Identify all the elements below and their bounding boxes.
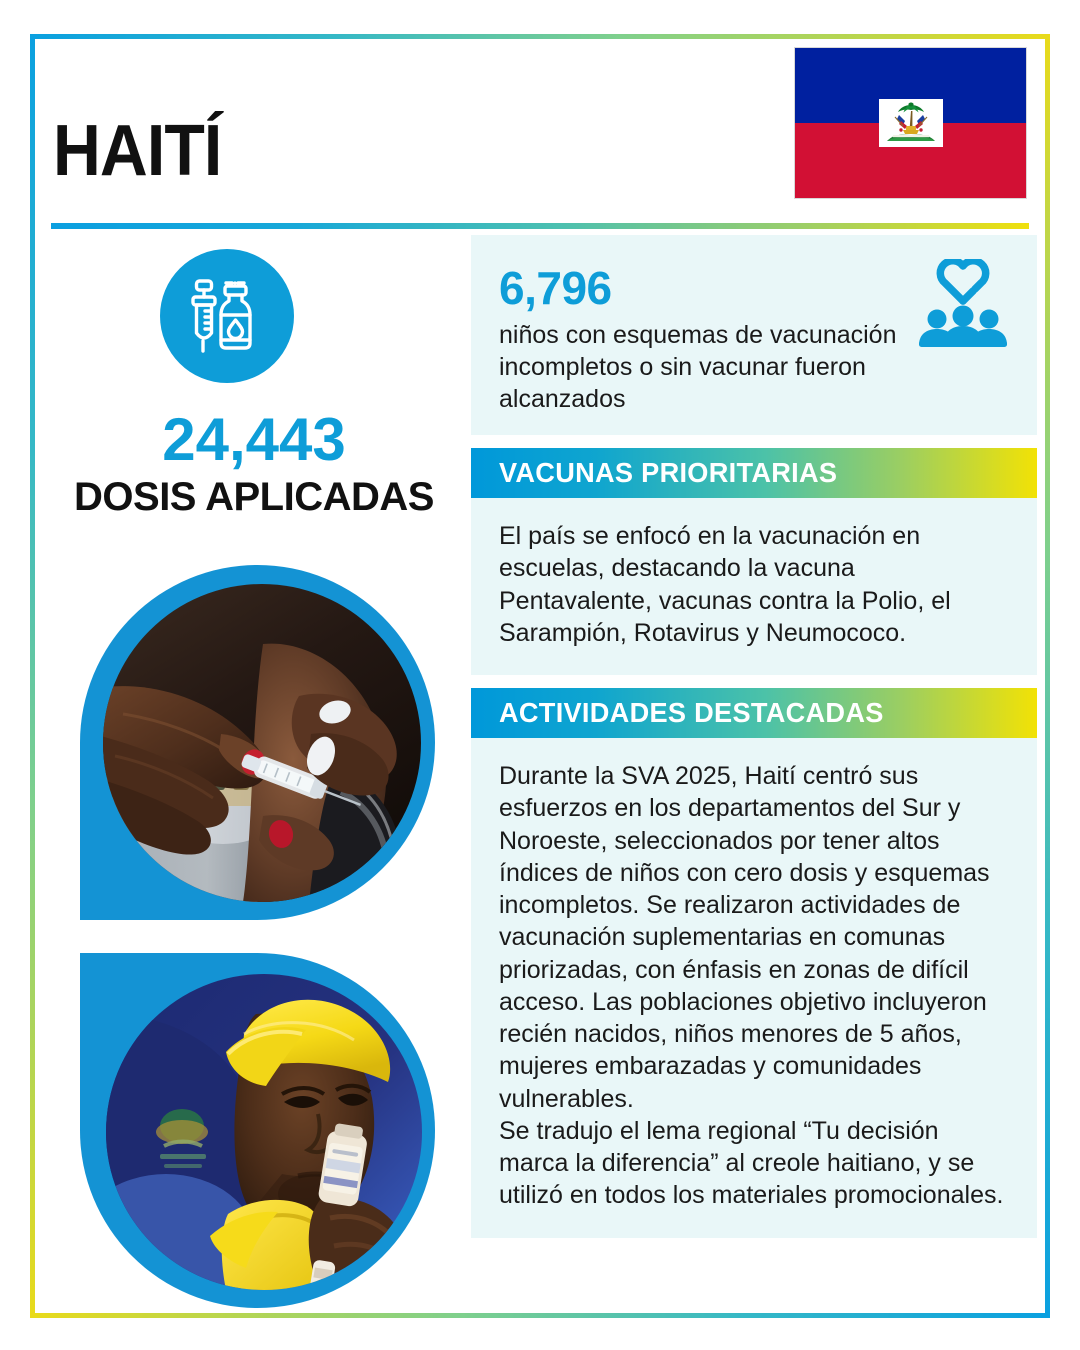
photo-vaccination-image (103, 584, 421, 902)
doses-label: DOSIS APLICADAS (74, 475, 434, 519)
section-paragraph: Durante la SVA 2025, Haití centró sus esfuerzos en los departamentos del Sur y Noroeste, seleccionados por tener altos índices de niños con cero dosis y esquemas incompletos. Se realizaron actividades de vacunación suplementarias en comunas priorizadas, con énfasis en zonas de difícil acceso. Las poblaciones objetivo incluyeron recién nacidos, niños menores de 5 años, mujeres embarazadas y comunidades vulnerables. (499, 762, 990, 1113)
section-body-actividades (471, 738, 1037, 1238)
page-title: HAITÍ (53, 111, 222, 191)
syringe-vial-icon (160, 249, 294, 383)
section-paragraph: El país se enfocó en la vacunación en escuelas, destacando la vacuna Pentavalente, vacunas contra la Polio, el Sarampión, Rotavirus y Neumococo. (499, 522, 951, 647)
section-header-vacunas (471, 448, 1037, 498)
haiti-flag-icon (794, 47, 1027, 199)
gradient-frame (30, 34, 1050, 1318)
photo-health-worker (80, 953, 435, 1308)
frame-inner-surface (35, 39, 1045, 1313)
children-reached-number: 6,796 (499, 262, 612, 314)
section-title-actividades: ACTIVIDADES DESTACADAS (499, 697, 884, 728)
heart-people-icon (915, 259, 1011, 356)
header-divider (51, 223, 1029, 229)
section-actividades-destacadas (471, 688, 1037, 1238)
section-title-vacunas: VACUNAS PRIORITARIAS (499, 457, 838, 488)
right-column (471, 235, 1037, 1238)
section-body-vacunas (471, 498, 1037, 675)
photo-vaccination (80, 565, 435, 920)
header (35, 39, 1045, 229)
photo-health-worker-image (106, 974, 422, 1290)
doses-number: 24,443 (162, 406, 346, 473)
coat-of-arms-icon (879, 99, 943, 147)
children-reached-text: niños con esquemas de vacunación incompletos o sin vacunar fueron alcanzados (499, 321, 897, 413)
children-reached-card (471, 235, 1037, 435)
section-header-actividades (471, 688, 1037, 738)
section-paragraph: Se tradujo el lema regional “Tu decisión marca la diferencia” al creole haitiano, y se utilizó en todos los materiales promocionales. (499, 1116, 1004, 1210)
section-vacunas-prioritarias (471, 448, 1037, 675)
